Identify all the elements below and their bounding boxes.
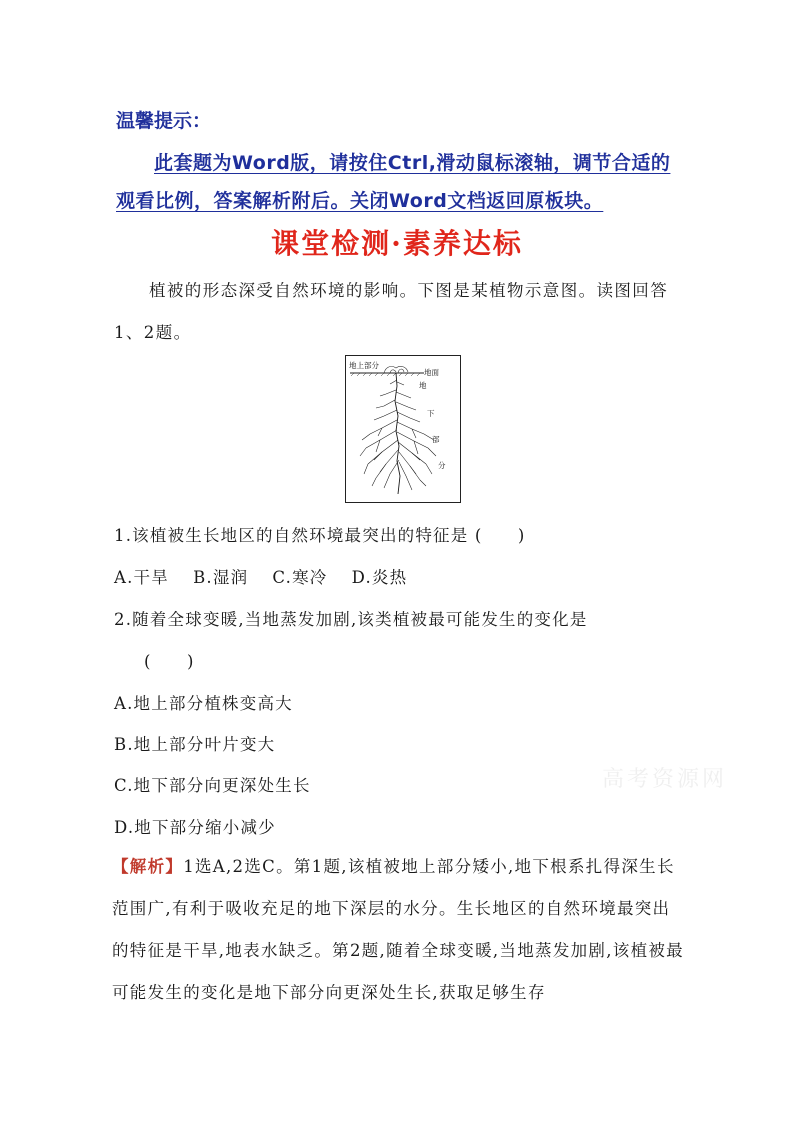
above-ground-plant: [384, 366, 408, 373]
label-above-ground: 地上部分: [349, 361, 379, 370]
tip-body: 此套题为Word版，请按住Ctrl,滑动鼠标滚轴，调节合适的观看比例，答案解析附后。关闭Word文档返回原板块。: [116, 152, 671, 212]
label-below-char-3: 部: [432, 435, 440, 444]
question-1-options: A.干旱 B.湿润 C.寒冷 D.炎热: [114, 568, 408, 587]
label-ground-surface: 地面: [424, 368, 439, 377]
question-2-blank: ( ): [144, 652, 195, 671]
lateral-roots: [360, 380, 436, 490]
question-2-option-a: A.地上部分植株变高大: [114, 694, 293, 713]
question-2-option-d: D.地下部分缩小减少: [114, 818, 276, 837]
label-below-char-4: 分: [438, 461, 446, 470]
label-below-char-1: 地: [419, 381, 427, 390]
label-below-char-2: 下: [427, 409, 435, 418]
question-2-option-b: B.地上部分叶片变大: [114, 735, 276, 754]
question-2-option-c: C.地下部分向更深处生长: [114, 776, 311, 795]
answer-text: 1选A,2选C。第1题,该植被地上部分矮小,地下根系扎得深生长范围广,有利于吸收充足的地下深层的水分。生长地区的自然环境最突出的特征是干旱,地表水缺乏。第2题,随着全球变暖,当地蒸发加剧,该植被最可能发生的变化是地下部分向更深处生长,获取足够生存: [112, 857, 684, 1002]
answer-explanation: [112, 846, 684, 1014]
answer-tag: 【解析】: [112, 857, 184, 876]
question-2-stem: 2.随着全球变暖,当地蒸发加剧,该类植被最可能发生的变化是: [114, 610, 588, 629]
root-system-drawing: [346, 356, 460, 502]
plant-root-diagram: [345, 355, 461, 503]
question-1-stem: 1.该植被生长地区的自然环境最突出的特征是 ( ): [114, 526, 526, 545]
watermark: 高考资源网: [602, 767, 728, 792]
intro-paragraph: 植被的形态深受自然环境的影响。下图是某植物示意图。读图回答1、2题。: [114, 281, 669, 342]
tip-title: 温馨提示：: [116, 110, 212, 132]
section-title: 课堂检测·素养达标: [271, 227, 523, 260]
